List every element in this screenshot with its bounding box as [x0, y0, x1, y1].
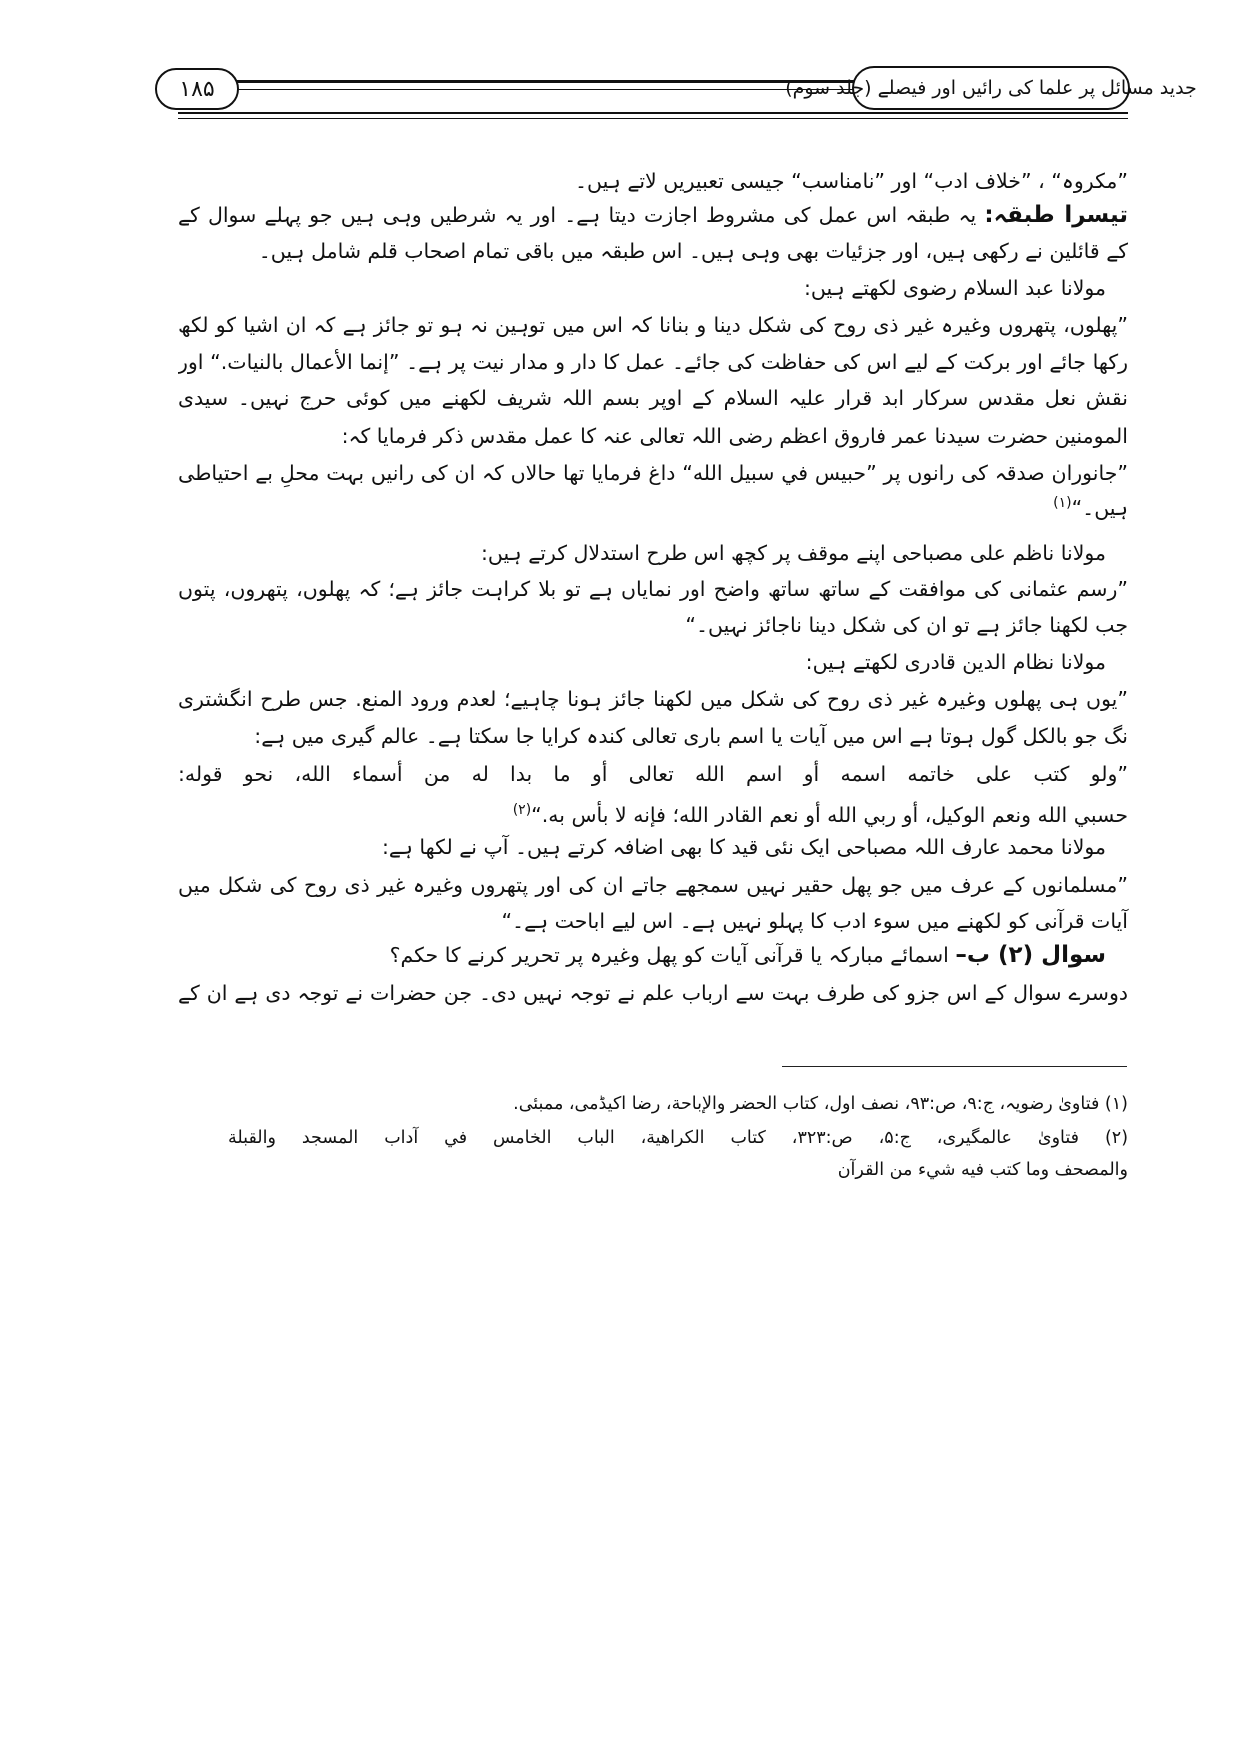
paragraph-line: کے قائلین نے رکھی ہیں، اور جزئیات بھی وہی ہیں۔ اس طبقہ میں باقی تمام اصحاب قلم شامل ہیں۔: [258, 239, 1128, 263]
footnote-separator: [782, 1066, 1127, 1067]
footnote-2: (۲) فتاویٰ عالمگیری، ج:۵، ص:۳۲۳، کتاب الكراهية، الباب الخامس في آداب المسجد والقبلة: [228, 1128, 1128, 1148]
author-intro: مولانا ناظم علی مصباحی اپنے موقف پر کچھ اس طرح استدلال کرتے ہیں:: [480, 541, 1106, 565]
quote-line: ”پھلوں، پتھروں وغیرہ غیر ذی روح کی شکل دینا و بنانا کہ اس میں توہین نہ ہو تو جائز ہے کہ ان اشیا کو لکھ: [178, 313, 1128, 337]
paragraph-line: دوسرے سوال کے اس جزو کی طرف بہت سے ارباب علم نے توجہ نہیں دی۔ جن حضرات نے توجہ دی ہے ان کے: [178, 981, 1128, 1005]
question-heading: [178, 940, 1128, 970]
paragraph-line: ”مکروہ“ ، ”خلاف ادب“ اور ”نامناسب“ جیسی تعبیریں لاتے ہیں۔: [575, 169, 1128, 193]
quote-line: نقش نعل مقدس سرکار ابد قرار علیہ السلام کے اوپر بسم اللہ شریف لکھنے میں کوئی حرج نہیں۔ سیدی: [178, 386, 1128, 410]
quote-line: ”رسم عثمانی کی موافقت کے ساتھ ساتھ واضح اور نمایاں ہے تو بلا کراہت جائز ہے؛ کہ پھلوں، پتھروں، پتوں: [178, 577, 1128, 601]
footnote-ref[interactable]: (۲): [512, 802, 532, 818]
paragraph-line: [178, 200, 1128, 230]
running-title: [785, 66, 1197, 110]
header-double-bar: [235, 80, 855, 90]
quote-line: ”یوں ہی پھلوں وغیرہ غیر ذی روح کی شکل میں لکھنا جائز ہونا چاہیے؛ لعدم ورود المنع. جس طرح انگشتری: [178, 687, 1128, 711]
arabic-quote-line: ”ولو كتب على خاتمه اسمه أو اسم الله تعالى أو ما بدا له من أسماء الله، نحو قوله:: [178, 762, 1128, 786]
author-intro: مولانا نظام الدین قادری لکھتے ہیں:: [805, 650, 1106, 674]
quote-line: [178, 488, 1128, 523]
page-number: [155, 68, 239, 110]
footnote-ref[interactable]: (۱): [1053, 495, 1072, 511]
running-title-text: جدید مسائل پر علما کی رائیں اور فیصلے (جلد سوم): [785, 77, 1197, 99]
question-label: سوال (۲) ب–: [955, 942, 1106, 968]
quote-text: حسبي الله ونعم الوكيل، أو ربي الله أو نعم القادر الله؛ فإنه لا بأس به.“: [531, 802, 1128, 827]
quote-line: آیات قرآنی کو لکھنے میں سوء ادب کا پہلو نہیں ہے۔ اس لیے اباحت ہے۔“: [501, 909, 1128, 933]
quote-line: ”مسلمانوں کے عرف میں جو پھل حقیر نہیں سمجھے جاتے ان کی اور پتھروں وغیرہ غیر ذی روح کی شکل میں: [178, 873, 1128, 897]
header-rule: [178, 112, 1128, 119]
arabic-quote-line: [178, 795, 1128, 830]
quote-line: المومنین حضرت سیدنا عمر فاروق اعظم رضی اللہ تعالی عنہ کا عمل مقدس ذکر فرمایا کہ:: [341, 424, 1128, 448]
paragraph-text: یہ طبقہ اس عمل کی مشروط اجازت دیتا ہے۔ اور یہ شرطیں وہی ہیں جو پہلے سوال کے: [178, 203, 977, 227]
section-label: تیسرا طبقہ:: [984, 202, 1128, 228]
footnote-1: (۱) فتاویٰ رضویہ، ج:۹، ص:۹۳، نصف اول، کتاب الحضر والإباحة، رضا اکیڈمی، ممبئی.: [513, 1094, 1128, 1114]
question-text: اسمائے مبارکہ یا قرآنی آیات کو پھل وغیرہ پر تحریر کرنے کا حکم؟: [389, 943, 949, 967]
quote-text: ہیں۔“: [1071, 495, 1128, 520]
quote-line: جب لکھنا جائز ہے تو ان کی شکل دینا ناجائز نہیں۔“: [685, 613, 1128, 637]
quote-line: رکھا جائے اور برکت کے لیے اس کی حفاظت کی جائے۔ عمل کا دار و مدار نیت پر ہے۔ ”إنما الأعمال بالنيات.“ اور: [178, 350, 1128, 374]
author-intro: مولانا محمد عارف اللہ مصباحی ایک نئی قید کا بھی اضافہ کرتے ہیں۔ آپ نے لکھا ہے:: [381, 835, 1106, 859]
page-number-text: ۱۸۵: [179, 76, 215, 102]
quote-line: ”جانوران صدقہ کی رانوں پر ”حبيس في سبيل الله“ داغ فرمایا تھا حالاں کہ ان کی رانیں بہت محلِ بے احتیاطی: [178, 461, 1128, 485]
quote-line: نگ جو بالکل گول ہوتا ہے اس میں آیات یا اسم باری تعالی کندہ کرایا جا سکتا ہے۔ عالم گیری میں ہے:: [254, 724, 1128, 748]
footnote-2-continued: والمصحف وما كتب فيه شيء من القرآن: [837, 1160, 1128, 1180]
author-intro: مولانا عبد السلام رضوی لکھتے ہیں:: [804, 276, 1106, 300]
